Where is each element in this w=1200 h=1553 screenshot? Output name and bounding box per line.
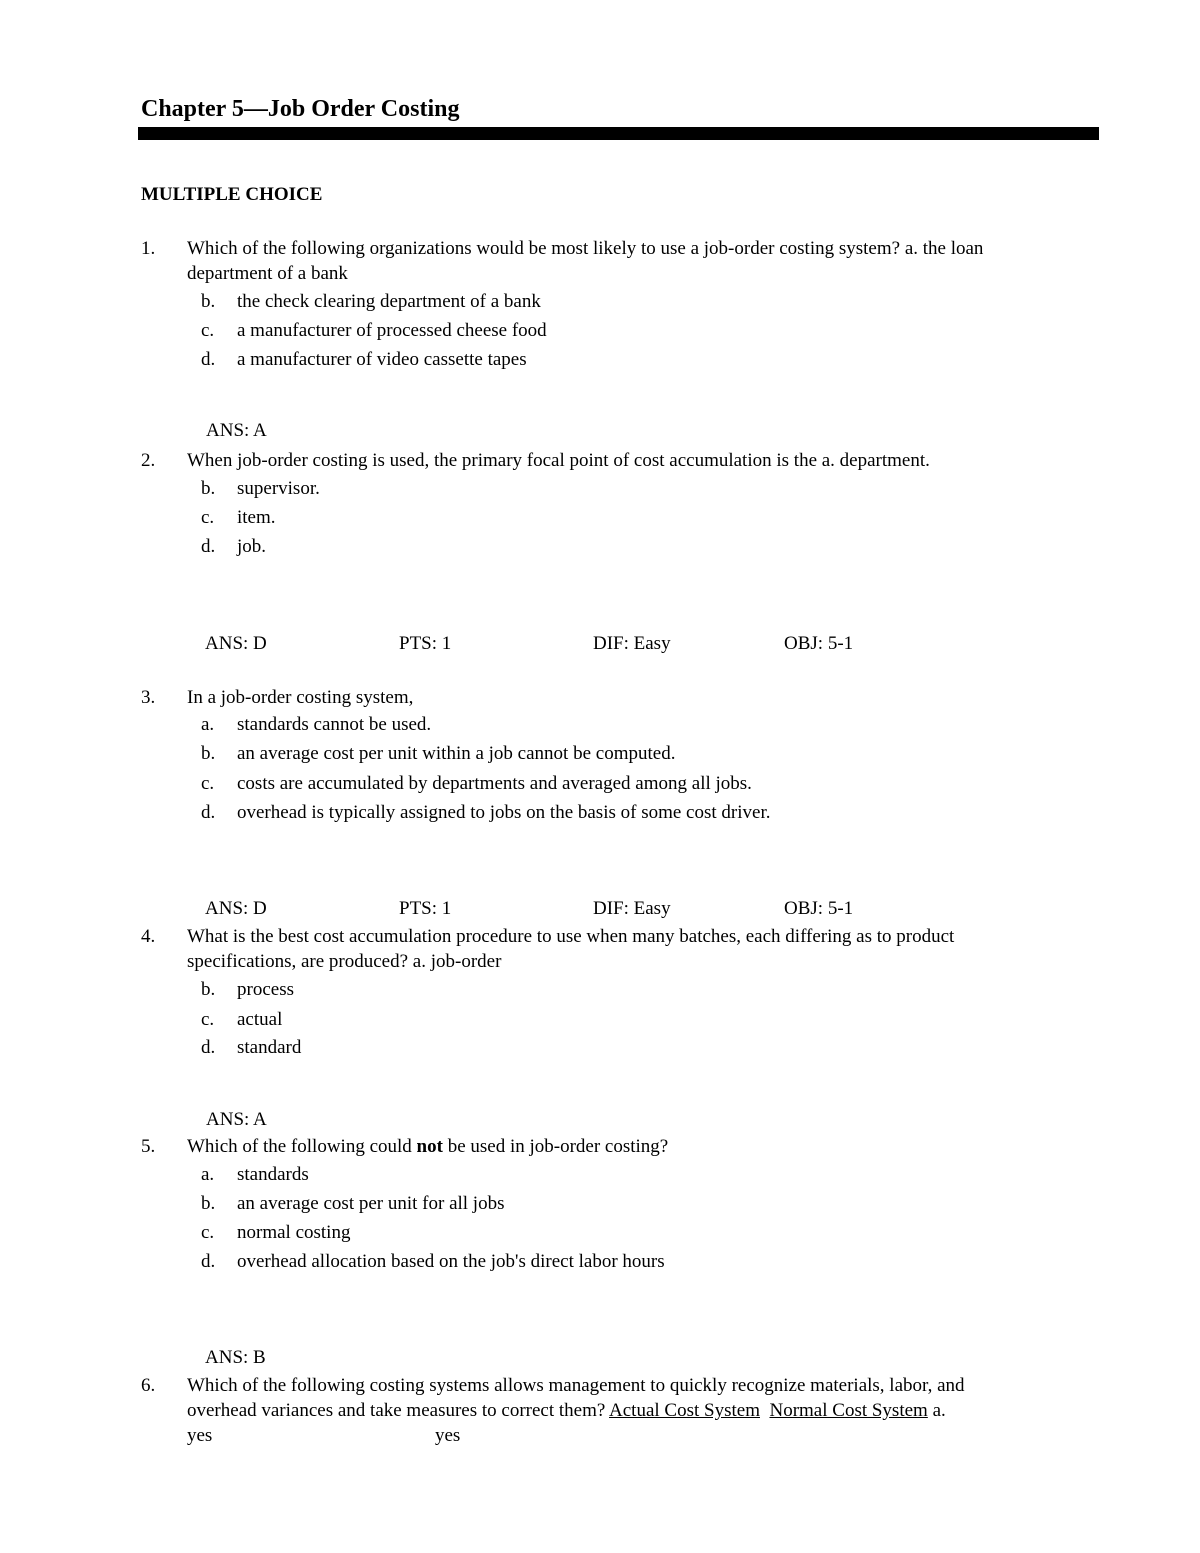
stem-text: overhead variances and take measures to correct them? <box>187 1400 610 1421</box>
answer: ANS: D <box>205 898 267 919</box>
question-stem-cont: department of a bank <box>187 263 348 284</box>
question-number: 2. <box>141 450 156 471</box>
option-text: item. <box>237 507 276 528</box>
option-text: standard <box>237 1037 302 1058</box>
option-text: process <box>237 979 294 1000</box>
option-text: standards cannot be used. <box>237 714 432 735</box>
option-letter: c. <box>201 320 215 341</box>
column-header-normal: Normal Cost System <box>769 1400 928 1421</box>
option-text: an average cost per unit within a job cannot be computed. <box>237 743 676 764</box>
section-heading: MULTIPLE CHOICE <box>141 184 323 205</box>
option-text: a manufacturer of video cassette tapes <box>237 349 527 370</box>
cell-normal-a: yes <box>435 1425 461 1446</box>
stem-text: Which of the following could <box>187 1136 417 1157</box>
option-text: supervisor. <box>237 478 320 499</box>
option-text: normal costing <box>237 1222 351 1243</box>
question-number: 5. <box>141 1136 156 1157</box>
question-number: 4. <box>141 926 156 947</box>
option-text: a manufacturer of processed cheese food <box>237 320 547 341</box>
option-letter: c. <box>201 507 215 528</box>
objective: OBJ: 5-1 <box>784 633 854 654</box>
option-letter: a. <box>201 1164 215 1185</box>
option-letter: b. <box>201 979 216 1000</box>
answer: ANS: A <box>206 1109 267 1130</box>
question-stem: In a job-order costing system, <box>187 687 414 708</box>
option-letter: c. <box>201 1222 215 1243</box>
option-letter: b. <box>201 1193 216 1214</box>
option-letter: d. <box>201 1251 216 1272</box>
option-letter: a. <box>201 714 215 735</box>
answer: ANS: B <box>205 1347 266 1368</box>
option-letter: d. <box>201 536 216 557</box>
column-header-actual: Actual Cost System <box>609 1400 760 1421</box>
option-letter: b. <box>201 291 216 312</box>
option-text: costs are accumulated by departments and averaged among all jobs. <box>237 773 752 794</box>
option-text: job. <box>237 536 267 557</box>
option-text: an average cost per unit for all jobs <box>237 1193 505 1214</box>
option-text: the check clearing department of a bank <box>237 291 541 312</box>
question-stem-cont: specifications, are produced? a. job-order <box>187 951 502 972</box>
question-number: 3. <box>141 687 156 708</box>
option-letter: d. <box>201 1037 216 1058</box>
option-letter: d. <box>201 802 216 823</box>
option-text: overhead allocation based on the job's direct labor hours <box>237 1251 665 1272</box>
question-stem <box>187 1134 668 1159</box>
question-number: 6. <box>141 1375 156 1396</box>
question-stem: Which of the following organizations would be most likely to use a job-order costing system? a. the loan <box>187 238 984 259</box>
option-text: overhead is typically assigned to jobs on the basis of some cost driver. <box>237 802 771 823</box>
option-letter: c. <box>201 1009 215 1030</box>
objective: OBJ: 5-1 <box>784 898 854 919</box>
option-letter: b. <box>201 478 216 499</box>
points: PTS: 1 <box>399 898 452 919</box>
answer: ANS: D <box>205 633 267 654</box>
question-stem: What is the best cost accumulation procedure to use when many batches, each differing as to product <box>187 926 955 947</box>
stem-emphasis: not <box>416 1136 443 1157</box>
stem-text: be used in job-order costing? <box>442 1136 669 1157</box>
question-stem-cont <box>187 1398 946 1423</box>
question-stem: Which of the following costing systems allows management to quickly recognize materials, labor, and <box>187 1375 965 1396</box>
answer: ANS: A <box>206 420 267 441</box>
option-letter: c. <box>201 773 215 794</box>
option-text: actual <box>237 1009 283 1030</box>
cell-actual-a: yes <box>187 1425 213 1446</box>
question-stem: When job-order costing is used, the primary focal point of cost accumulation is the a. department. <box>187 450 930 471</box>
title-rule <box>138 127 1099 140</box>
option-text: standards <box>237 1164 309 1185</box>
points: PTS: 1 <box>399 633 452 654</box>
question-number: 1. <box>141 238 156 259</box>
page-title: Chapter 5—Job Order Costing <box>141 96 460 122</box>
option-letter: b. <box>201 743 216 764</box>
difficulty: DIF: Easy <box>593 633 671 654</box>
difficulty: DIF: Easy <box>593 898 671 919</box>
stem-text: a. <box>927 1400 946 1421</box>
option-letter: d. <box>201 349 216 370</box>
